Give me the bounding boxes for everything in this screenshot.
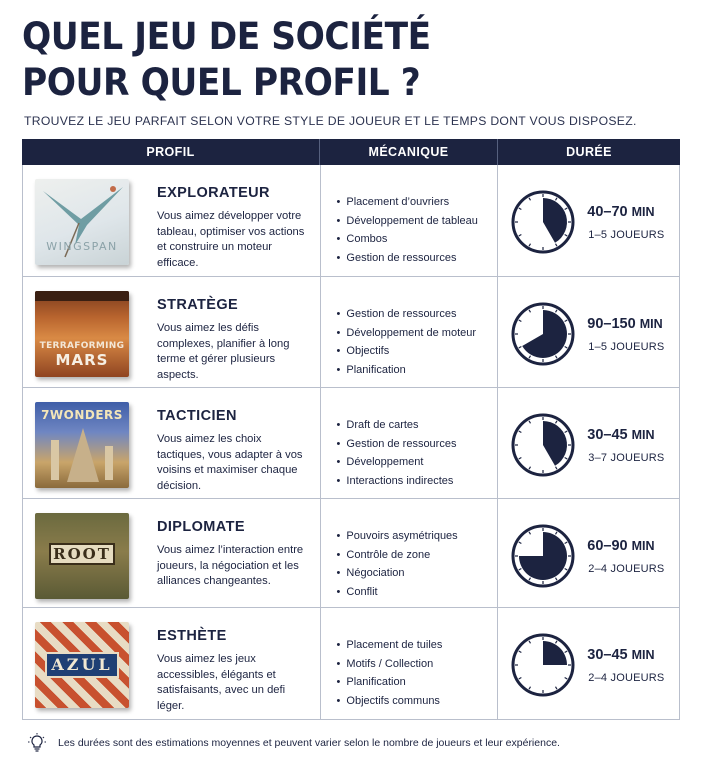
list-item: • Gestion de ressources — [337, 249, 478, 268]
duration-value — [587, 427, 654, 443]
list-item: • Planification — [337, 673, 443, 692]
terraforming-box-title-line2: MARS — [55, 351, 109, 369]
profile-description: Vous aimez l’interaction entre joueurs, la négociation et les alliances changeantes. — [157, 544, 304, 587]
profile-name: EXPLORATEUR — [157, 185, 270, 201]
clock-icon — [510, 632, 576, 698]
profile-description: Vous aimez développer votre tableau, optimiser vos actions et construire un moteur efficace. — [157, 210, 305, 269]
list-item: • Draft de cartes — [337, 416, 457, 435]
profile-cell — [23, 499, 321, 607]
duration-value — [587, 204, 654, 220]
duration-value — [587, 538, 654, 554]
list-item: • Planification — [337, 361, 477, 380]
duration-unit: MIN — [631, 539, 655, 553]
table-row — [23, 499, 679, 608]
duration-value — [587, 647, 654, 663]
duration-cell — [498, 499, 679, 607]
duration-unit: MIN — [631, 428, 655, 442]
profile-name: ESTHÈTE — [157, 628, 227, 644]
list-item: • Développement de tableau — [337, 212, 478, 231]
duration-range: 40–70 — [587, 204, 628, 220]
players-count: 2–4 JOUEURS — [588, 563, 665, 575]
list-item: • Combos — [337, 230, 478, 249]
duration-unit: MIN — [631, 648, 655, 662]
duration-range: 90–150 — [587, 316, 636, 332]
duration-range: 30–45 — [587, 427, 628, 443]
players-count: 2–4 JOUEURS — [588, 672, 665, 684]
clock-icon — [510, 523, 576, 589]
box-band — [35, 291, 129, 301]
terraforming-box-title-line1: TERRAFORMING — [39, 341, 125, 351]
duration-value — [587, 316, 662, 332]
duration-range: 60–90 — [587, 538, 628, 554]
profile-name: STRATÈGE — [157, 297, 239, 313]
lightbulb-icon — [28, 733, 46, 753]
footer-text: Les durées sont des estimations moyennes et peuvent varier selon le nombre de joueurs et leur expérience. — [58, 737, 560, 749]
profile-cell — [23, 165, 321, 276]
profile-name: TACTICIEN — [157, 408, 237, 424]
clock-icon — [510, 189, 576, 255]
list-item: • Placement de tuiles — [337, 636, 443, 655]
list-item: • Objectifs — [337, 342, 477, 361]
page-title — [22, 14, 431, 106]
mechanics-cell — [321, 388, 499, 498]
root-box-title: ROOT — [53, 545, 111, 563]
clock-icon — [510, 412, 576, 478]
title-line-1: QUEL JEU DE SOCIÉTÉ — [22, 15, 431, 58]
table-row — [23, 608, 679, 720]
mechanics-list — [337, 527, 458, 601]
profile-cell — [23, 277, 321, 387]
list-item: • Gestion de ressources — [337, 435, 457, 454]
list-item: • Contrôle de zone — [337, 546, 458, 565]
list-item: • Objectifs communs — [337, 692, 443, 711]
terraforming-mars-box-image — [35, 291, 129, 377]
7wonders-box-title: 7WONDERS — [41, 408, 123, 422]
7wonders-box-image — [35, 402, 129, 488]
profile-table — [22, 165, 680, 720]
table-row — [23, 165, 679, 277]
duration-cell — [498, 388, 679, 498]
page-subtitle: TROUVEZ LE JEU PARFAIT SELON VOTRE STYLE DE JOUEUR ET LE TEMPS DONT VOUS DISPOSEZ. — [24, 114, 637, 128]
duration-range: 30–45 — [587, 647, 628, 663]
mechanics-cell — [321, 608, 499, 719]
list-item: • Développement de moteur — [337, 324, 477, 343]
players-count: 1–5 JOUEURS — [588, 341, 665, 353]
players-count: 3–7 JOUEURS — [588, 452, 665, 464]
list-item: • Gestion de ressources — [337, 305, 477, 324]
mechanics-list — [337, 636, 443, 710]
mechanics-list — [337, 193, 478, 267]
duration-cell — [498, 165, 679, 276]
players-count: 1–5 JOUEURS — [588, 229, 665, 241]
duration-cell — [498, 608, 679, 719]
header-duree: DURÉE — [566, 145, 612, 159]
mechanics-cell — [321, 165, 499, 276]
list-item: • Développement — [337, 453, 457, 472]
list-item: • Pouvoirs asymétriques — [337, 527, 458, 546]
list-item: • Placement d’ouvriers — [337, 193, 478, 212]
mechanics-list — [337, 416, 457, 490]
list-item: • Motifs / Collection — [337, 655, 443, 674]
duration-cell — [498, 277, 679, 387]
profile-description: Vous aimez les jeux accessibles, élégants et satisfaisants, avec un defi léger. — [157, 653, 286, 712]
azul-box-image — [35, 622, 129, 708]
profile-description: Vous aimez les choix tactiques, vous adapter à vos voisins et maximiser chaque décision. — [157, 433, 303, 492]
title-line-2: POUR QUEL PROFIL ? — [22, 61, 421, 104]
clock-icon — [510, 301, 576, 367]
profile-name: DIPLOMATE — [157, 519, 245, 535]
wingspan-box-title: WINGSPAN — [46, 240, 118, 253]
profile-cell — [23, 388, 321, 498]
header-mecanique: MÉCANIQUE — [320, 139, 498, 165]
profile-cell — [23, 608, 321, 719]
mechanics-cell — [321, 277, 499, 387]
mechanics-list — [337, 305, 477, 379]
root-box-image — [35, 513, 129, 599]
list-item: • Interactions indirectes — [337, 472, 457, 491]
mechanics-cell — [321, 499, 499, 607]
list-item: • Conflit — [337, 583, 458, 602]
table-header — [22, 139, 680, 165]
azul-box-title: AZUL — [51, 655, 113, 674]
table-row — [23, 277, 679, 388]
header-profil: PROFIL — [22, 139, 320, 165]
table-row — [23, 388, 679, 499]
duration-unit: MIN — [631, 205, 655, 219]
list-item: • Négociation — [337, 564, 458, 583]
duration-unit: MIN — [639, 317, 663, 331]
profile-description: Vous aimez les défis complexes, planifier à long terme et gérer plusieurs aspects. — [157, 322, 290, 381]
footer-note — [28, 733, 560, 753]
wingspan-box-image — [35, 179, 129, 265]
